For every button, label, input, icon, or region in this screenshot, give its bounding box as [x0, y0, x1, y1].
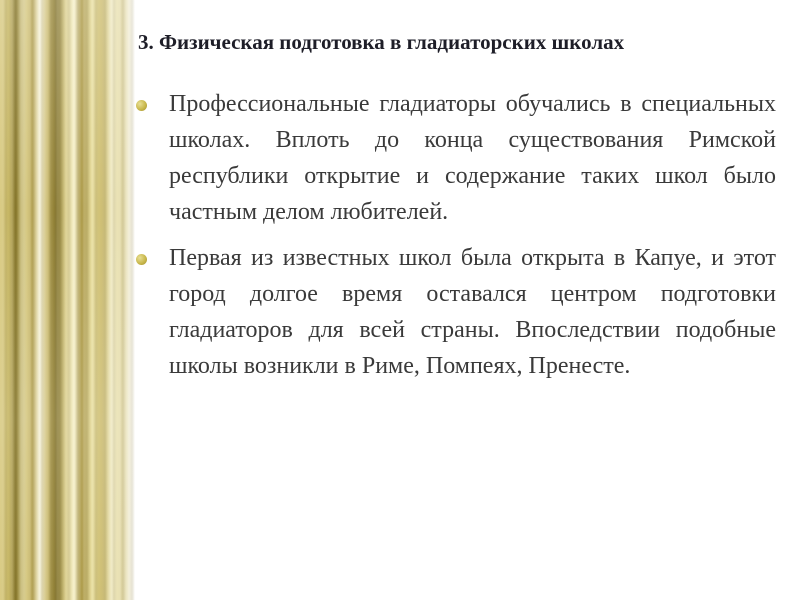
slide-title: 3. Физическая подготовка в гладиаторских школах [138, 30, 625, 54]
bullet-list [136, 86, 776, 394]
curtain-shine-overlay [0, 0, 135, 600]
bullet-item [136, 86, 776, 230]
bullet-text: Профессиональные гладиаторы обучались в специальных школах. Вплоть до конца существования Римской республики открытие и содержание таких школ было частным делом любителей. [169, 91, 776, 225]
bullet-text: Первая из известных школ была открыта в Капуе, и этот город долгое время оставался центром подготовки гладиаторов для всей страны. Впоследствии подобные школы возникли в Риме, Помпеях, Пренесте. [169, 245, 776, 379]
bullet-item [136, 240, 776, 384]
bullet-dot-icon [136, 254, 147, 265]
bullet-dot-icon [136, 100, 147, 111]
